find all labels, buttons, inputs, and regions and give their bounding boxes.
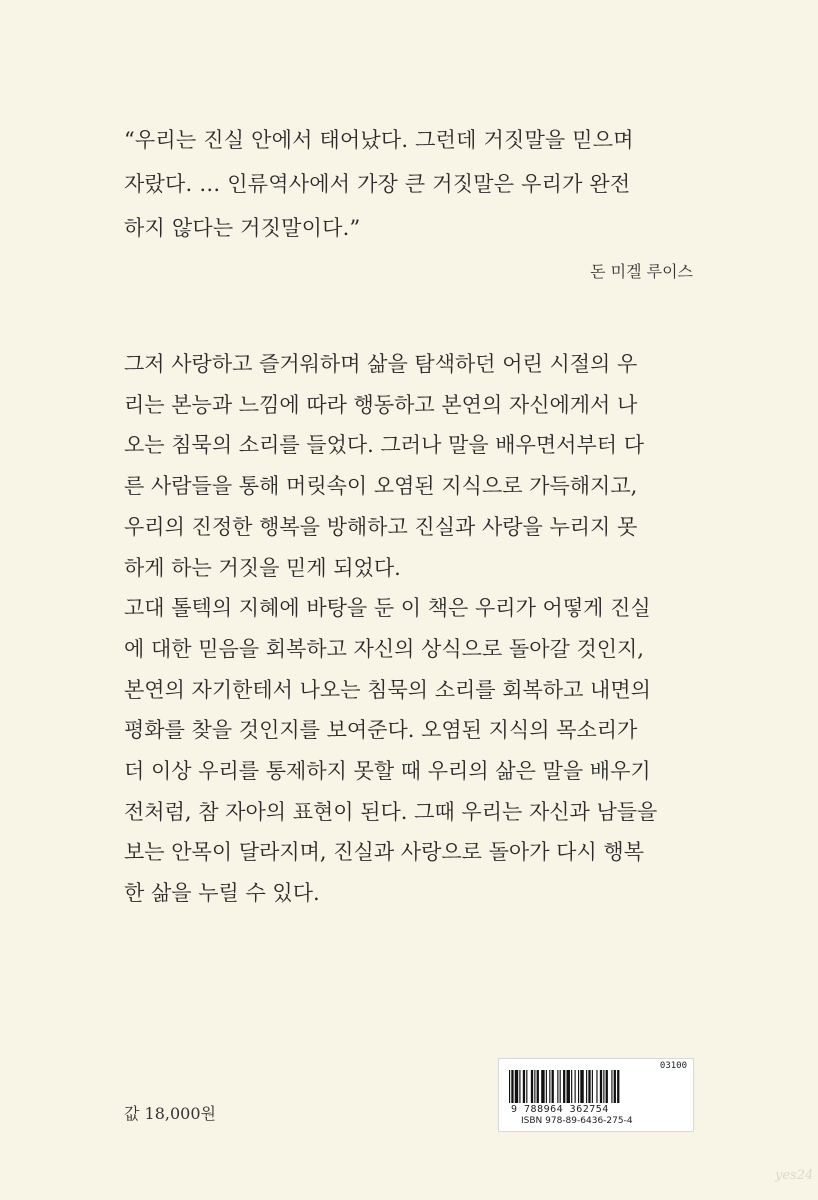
barcode-bar xyxy=(580,1070,583,1103)
epigraph-quote xyxy=(124,118,704,250)
paragraph-1-line: 리는 본능과 느낌에 따라 행동하고 본연의 자신에게서 나 xyxy=(124,392,638,417)
watermark-logo: yes24 xyxy=(775,1168,814,1183)
barcode-bar xyxy=(588,1070,590,1103)
barcode-bar xyxy=(523,1070,525,1103)
paragraph-1-line: 른 사람들을 통해 머릿속이 오염된 지식으로 가득해지고, xyxy=(124,474,638,499)
barcode-bar xyxy=(614,1070,616,1103)
barcode-bar xyxy=(519,1070,520,1103)
barcode-bar xyxy=(563,1070,565,1103)
price-label: 값 18,000원 xyxy=(124,1104,216,1123)
barcode-bar xyxy=(586,1070,587,1103)
paragraph-2-line: 전처럼, 참 자아의 표현이 된다. 그때 우리는 자신과 남들을 xyxy=(124,799,658,824)
barcode-number: 9 788964 362754 xyxy=(511,1104,609,1115)
barcode-bar xyxy=(617,1070,619,1103)
paragraph-1-line: 하게 하는 거짓을 믿게 되었다. xyxy=(124,555,401,580)
paragraph-1-line: 우리의 진정한 행복을 방해하고 진실과 사랑을 누리지 못 xyxy=(124,514,638,539)
barcode-bar xyxy=(567,1070,570,1103)
paragraph-2-line: 평화를 찾을 것인지를 보여준다. 오염된 지식의 목소리가 xyxy=(124,718,638,743)
barcode-bars xyxy=(507,1070,687,1103)
paragraph-2-line: 에 대한 믿음을 회복하고 자신의 상식으로 돌아갈 것인지, xyxy=(124,636,644,661)
barcode-bar xyxy=(515,1070,518,1103)
isbn-barcode xyxy=(498,1058,694,1132)
barcode-bar xyxy=(546,1070,547,1103)
barcode-bar xyxy=(534,1070,535,1103)
barcode-addon-code: 03100 xyxy=(659,1061,687,1071)
barcode-bar xyxy=(557,1070,558,1103)
barcode-bar xyxy=(541,1070,544,1103)
barcode-bar xyxy=(606,1070,608,1103)
isbn-text: ISBN 978-89-6436-275-4 xyxy=(521,1116,633,1126)
barcode-bar xyxy=(575,1070,576,1103)
quote-line-1: “우리는 진실 안에서 태어났다. 그런데 거짓말을 믿으며 xyxy=(124,128,634,152)
barcode-bar xyxy=(596,1070,597,1103)
paragraph-2-line: 한 삶을 누릴 수 있다. xyxy=(124,881,320,906)
description-paragraph-1 xyxy=(124,344,724,588)
barcode-bar xyxy=(611,1070,612,1103)
quote-line-2: 자랐다. … 인류역사에서 가장 큰 거짓말은 우리가 완전 xyxy=(124,172,631,196)
barcode-bar xyxy=(549,1070,550,1103)
barcode-bar xyxy=(526,1070,527,1103)
book-description xyxy=(124,344,724,914)
paragraph-2-line: 보는 안목이 달라지며, 진실과 사랑으로 돌아가 다시 행복 xyxy=(124,840,644,865)
paragraph-2-line: 본연의 자기한테서 나오는 침묵의 소리를 회복하고 내면의 xyxy=(124,677,651,702)
barcode-bar xyxy=(511,1070,513,1103)
barcode-bar xyxy=(509,1070,510,1103)
description-paragraph-2 xyxy=(124,588,724,914)
barcode-bar xyxy=(552,1070,554,1103)
barcode-bar xyxy=(531,1070,533,1103)
barcode-bar xyxy=(603,1070,604,1103)
barcode-bar xyxy=(578,1070,579,1103)
barcode-bar xyxy=(560,1070,561,1103)
barcode-bar xyxy=(571,1070,572,1103)
barcode-bar xyxy=(537,1070,539,1103)
barcode-bar xyxy=(592,1070,593,1103)
paragraph-1-line: 오는 침묵의 소리를 들었다. 그러나 말을 배우면서부터 다 xyxy=(124,433,644,458)
barcode-bar xyxy=(600,1070,602,1103)
quote-line-3: 하지 않다는 거짓말이다.” xyxy=(124,216,361,240)
paragraph-2-line: 고대 톨텍의 지혜에 바탕을 둔 이 책은 우리가 어떻게 진실 xyxy=(124,596,651,621)
paragraph-2-line: 더 이상 우리를 통제하지 못할 때 우리의 삶은 말을 배우기 xyxy=(124,759,651,784)
paragraph-1-line: 그저 사랑하고 즐거워하며 삶을 탐색하던 어린 시절의 우 xyxy=(124,352,638,376)
quote-author: 돈 미겔 루이스 xyxy=(590,262,693,281)
